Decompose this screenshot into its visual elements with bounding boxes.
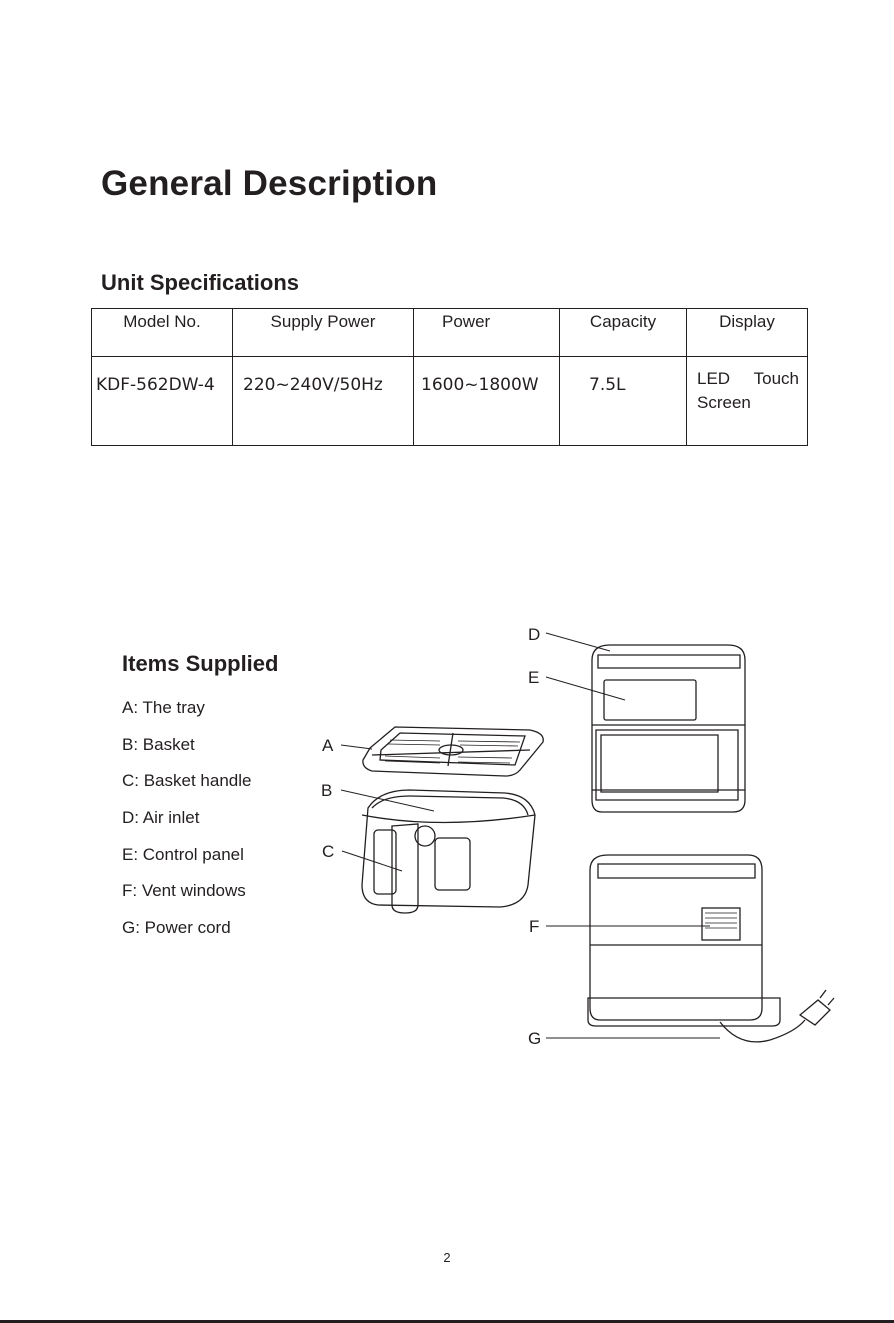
cell-model-no: KDF-562DW-4 — [96, 375, 215, 395]
table-header-row — [92, 309, 808, 357]
list-item: D: Air inlet — [122, 808, 200, 827]
callout-c: C — [322, 842, 335, 861]
list-item: C: Basket handle — [122, 771, 252, 790]
tray-illustration — [363, 727, 543, 776]
callout-a: A — [322, 736, 334, 755]
list-item: A: The tray — [122, 698, 205, 717]
page-number: 2 — [443, 1250, 451, 1265]
header-power: Power — [414, 309, 560, 357]
callout-d: D — [528, 625, 541, 644]
header-capacity: Capacity — [560, 309, 687, 357]
items-supplied-heading: Items Supplied — [122, 651, 279, 676]
air-fryer-front-illustration — [592, 645, 745, 812]
callout-e: E — [528, 668, 540, 687]
cell-supply-power: 220~240V/50Hz — [243, 375, 383, 395]
cell-capacity: 7.5L — [589, 375, 626, 395]
table-row — [92, 357, 808, 446]
header-display: Display — [687, 309, 808, 357]
cell-power: 1600~1800W — [421, 375, 539, 395]
list-item: B: Basket — [122, 735, 195, 754]
cell-display: LED Touch Screen — [697, 369, 799, 412]
header-supply-power: Supply Power — [233, 309, 414, 357]
callout-b: B — [321, 781, 333, 800]
air-fryer-diagram — [300, 615, 860, 1075]
unit-specifications-heading: Unit Specifications — [101, 270, 300, 295]
specifications-table — [91, 308, 808, 446]
list-item: E: Control panel — [122, 845, 244, 864]
callout-f: F — [529, 917, 540, 936]
page-title: General Description — [101, 164, 438, 203]
basket-illustration — [362, 790, 535, 913]
list-item: G: Power cord — [122, 918, 231, 937]
header-model-no: Model No. — [92, 309, 233, 357]
list-item: F: Vent windows — [122, 881, 246, 900]
callout-g: G — [528, 1029, 542, 1048]
air-fryer-back-illustration — [588, 855, 834, 1042]
